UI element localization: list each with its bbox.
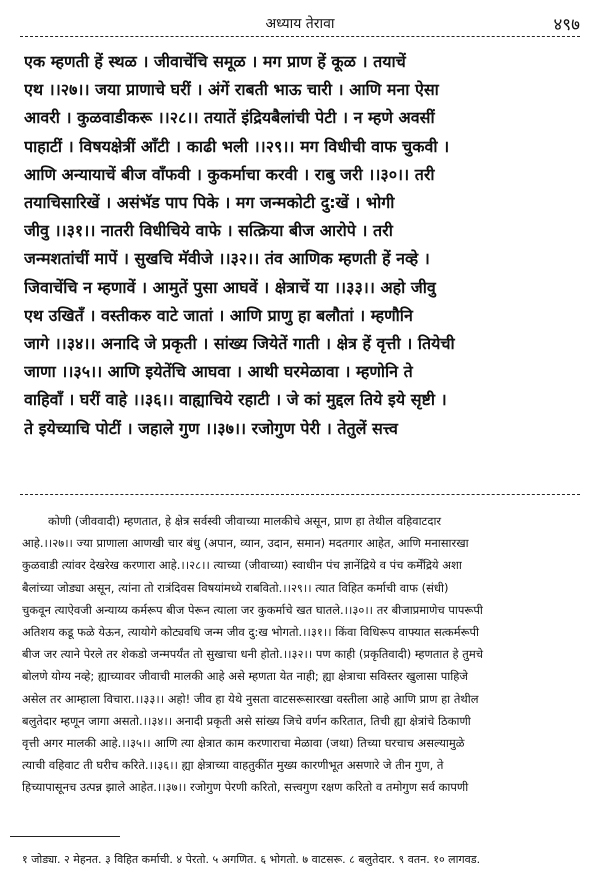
commentary-line: बैलांच्या जोड्या असून, त्यांना तो रात्रंदिवस विषयांमध्ये राबवितो.।।२९।। त्यात विहित कर्माची वाफ (संधी) [22, 580, 449, 595]
verse-line: आणि अन्यायाचें बीज वाँफवी । कुकर्माचा करवी । राबु जरी ।।३०।। तरी [24, 164, 435, 184]
footnote-rule [10, 836, 120, 837]
verse-line: तयाचिसारिखें । असंभॅड पाप पिके । मग जन्मकोटी दु:खें । भोगी [24, 193, 395, 213]
verse-line: जाणा ।।३५।। आणि इयेतेंचि आघवा । आथी घरमेळावा । म्हणोनि ते [24, 362, 413, 382]
commentary-line: त्याची वहिवाट ती घरीच करिते.।।३६।। ह्या क्षेत्राच्या वाहतुकींत मुख्य कारणीभूत असणारे जे तीन गुण, ते [22, 758, 444, 773]
header-rule [20, 36, 580, 37]
page-header [20, 12, 580, 35]
commentary-line: बोलणे योग्य नव्हे; ह्याच्यावर जीवाची मालकी आहे असे म्हणता येत नाही; ह्या क्षेत्राचा सविस्तर खुलासा पाहिजे [22, 669, 468, 684]
verse-divider-rule [20, 494, 580, 495]
commentary-line: आहे.।।२७।। ज्या प्राणाला आणखी चार बंधु (अपान, व्यान, उदान, समान) मदतगार आहेत, आणि मनासारखा [22, 536, 469, 551]
verse-line: जिवाचेंचि न म्हणावें । आमुतें पुसा आघवें । क्षेत्राचें या ।।३३।। अहो जीवु [24, 277, 436, 297]
commentary-line: चुकवून त्याऐवजी अन्याय्य कर्मरूप बीज पेरून त्याला जर कुकर्माचे खत घातले.।।३०।। तर बीजाप्रमाणेच पापरूपी [22, 602, 483, 617]
verse-line: वाहिवाँ । घरीं वाहे ।।३६।। वाह्याचिये रहाटी । जे कां मुद्दल तिये इये सृष्टी । [24, 390, 447, 410]
verse-line: ते इयेच्याचि पोटीं । जहाले गुण ।।३७।। रजोगुण पेरी । तेतुलें सत्त्व [24, 418, 398, 438]
verse-line: एथ उखितॅं । वस्तीकरु वाटे जातां । आणि प्राणु हा बलौतां । म्हणौनि [24, 305, 413, 325]
verse-line: जन्मशतांचीं मापें । सुखचि मॅवीजे ।।३२।। तंव आणिक म्हणती हें नव्हे । [24, 249, 430, 269]
verse-block [24, 48, 584, 443]
verse-line: एथ ।।२७।। जया प्राणाचे घरीं । अंगें राबती भाऊ चारी । आणि मना ऐसा [24, 80, 439, 100]
verse-line: जीवु ।।३१।। नातरी विधीचिये वाफे । सत्क्रिया बीज आरोपे । तरी [24, 221, 393, 241]
commentary-line: हिच्यापासूनच उत्पन्न झाले आहेत.।।३७।। रजोगुण पेरणी करितो, सत्त्वगुण रक्षण करितो व तमोगुण सर्व कापणी [22, 780, 469, 795]
commentary-line: बीज जर त्याने पेरले तर शेकडो जन्मपर्यंत तो सुखाचा धनी होतो.।।३२।। पण काही (प्रकृतिवादी) म्हणतात हे तुमचे [22, 647, 484, 662]
chapter-title: अध्याय तेरावा [265, 16, 335, 32]
commentary-line: कोणी (जीववादी) म्हणतात, हे क्षेत्र सर्वस्वी जीवाच्या मालकीचे असून, प्राण हा तेथील वहिवाटदार [48, 514, 442, 528]
commentary-block [22, 510, 586, 799]
commentary-line: वृत्ती अगर मालकी आहे.।।३५।। आणि त्या क्षेत्रात काम करणाराचा मेळावा (जथा) तिच्या घरचाच असल्यामुळे [22, 736, 465, 751]
verse-line: आवरी । कुळवाडीकरू ।।२८।। तयातें इंद्रियबैलांची पेटी । न म्हणे अवसीं [24, 108, 435, 128]
commentary-line: कुळवाडी त्यांवर देखरेख करणारा आहे.।।२८।। त्याच्या (जीवाच्या) स्वाधीन पंच ज्ञानेंद्रिये व पंच कर्मेंद्रिये अशा [22, 558, 462, 573]
page-number: ४९७ [553, 15, 580, 35]
commentary-line: असेल तर आम्हाला विचारा.।।३३।। अहो! जीव हा येथे नुसता वाटसरूसारखा वस्तीला आहे आणि प्राण हा तेथील [22, 691, 479, 706]
commentary-line: अतिशय कडू फळे येऊन, त्यायोगे कोट्यवधि जन्म जीव दु:ख भोगतो.।।३१।। किंवा विधिरूप वाफ्यात सत्कर्मरूपी [22, 625, 480, 640]
verse-line: पाहाटीं । विषयक्षेत्रीं आँटी । काढी भली ।।२९।। मग विधीची वाफ चुकवी । [24, 136, 450, 156]
footnotes: १ जोड्या. २ मेहनत. ३ विहित कर्माची. ४ पेरतो. ५ अगणित. ६ भोगतो. ७ वाटसरू. ८ बलुतेदार. ९ वतन. १० लागवड. [22, 853, 481, 866]
verse-line: एक म्हणती हें स्थळ । जीवाचेंचि समूळ । मग प्राण हें कूळ । तयाचें [24, 52, 406, 71]
commentary-line: बलुतेदार म्हणून जागा असतो.।।३४।। अनादी प्रकृती असे सांख्य जिचे वर्णन करितात, तिची ह्या क्षेत्रांचे ठिकाणी [22, 713, 471, 728]
verse-line: जागे ।।३४।। अनादि जे प्रकृती । सांख्य जियेतें गाती । क्षेत्र हें वृत्ती । तियेची [24, 334, 455, 354]
